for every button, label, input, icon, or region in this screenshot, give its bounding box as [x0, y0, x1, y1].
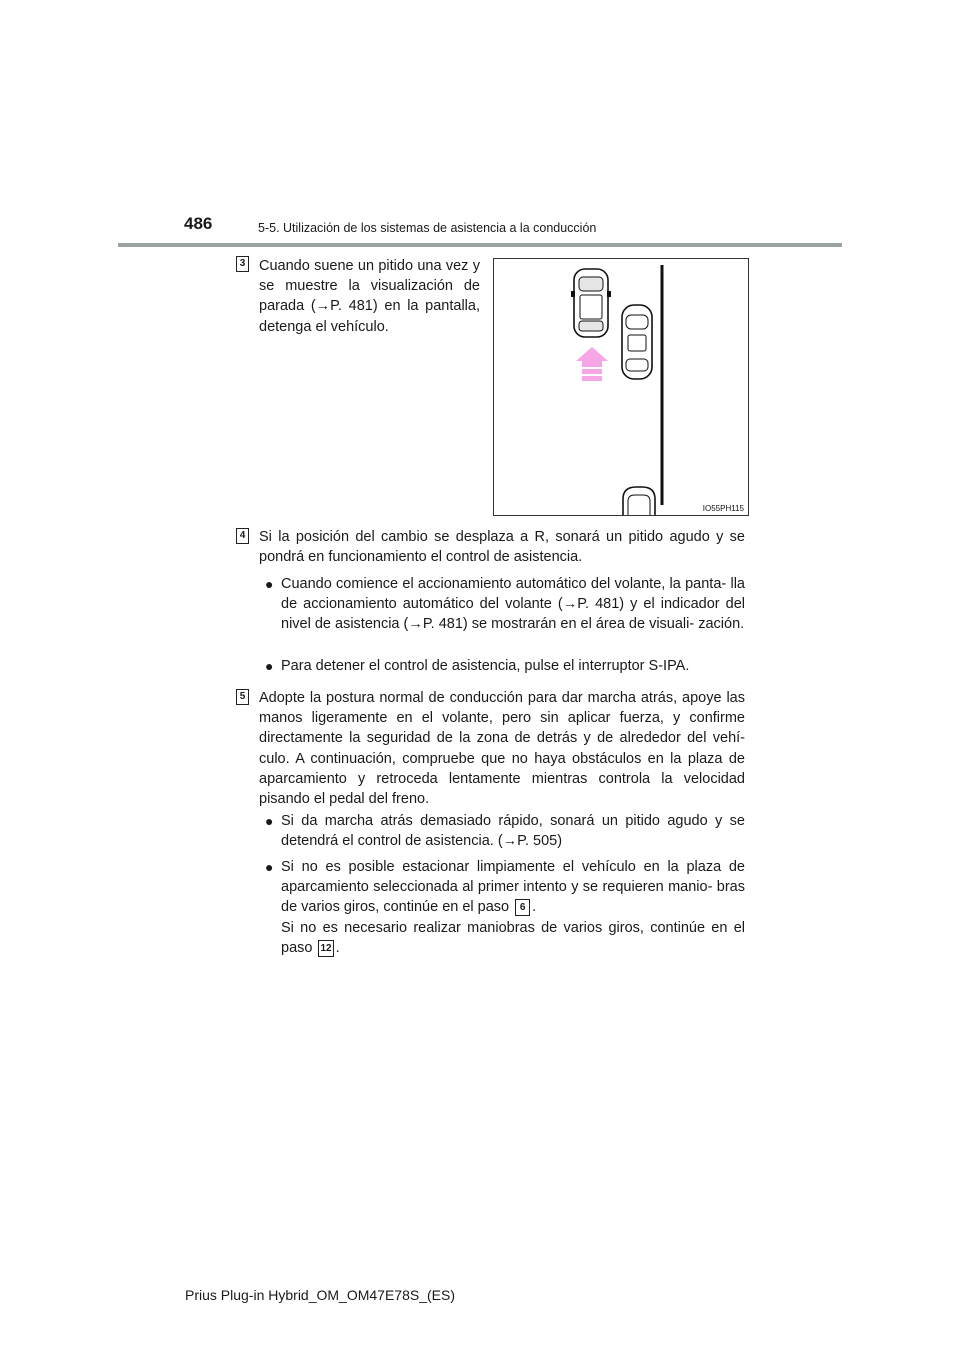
bottom-car — [623, 487, 655, 516]
step-4-bullet-2: ● Para detener el control de asistencia, pulse el interruptor S-IPA. — [265, 658, 690, 674]
parking-diagram — [494, 259, 749, 516]
step-5-marker: 5 — [236, 689, 249, 705]
header-rule — [118, 243, 842, 247]
step-4-text: Si la posición del cambio se desplaza a R, sonará un pitido agudo y se pondrá en funcionamiento el control de asistencia. — [259, 529, 745, 566]
step-3-marker: 3 — [236, 256, 249, 272]
reverse-arrow — [576, 347, 608, 381]
bullet-text-part2: Si no es necesario realizar maniobras de varios giros, continúe en el paso — [281, 919, 745, 956]
page-number: 486 — [184, 214, 213, 233]
step-4-marker: 4 — [236, 528, 249, 544]
step-ref-6: 6 — [515, 899, 530, 916]
step-5-bullet-1: ● Si da marcha atrás demasiado rápido, sonará un pitido agudo y se detendrá el control de asistencia. (→P. 505) — [265, 813, 745, 850]
parking-figure — [493, 258, 749, 516]
footer-text: Prius Plug-in Hybrid_OM_OM47E78S_(ES) — [185, 1287, 455, 1303]
own-car — [571, 269, 611, 337]
section-title: 5-5. Utilización de los sistemas de asistencia a la conducción — [258, 221, 597, 235]
step-5-text: Adopte la postura normal de conducción para dar marcha atrás, apoye las manos ligeramente en el volante, pero sin aplicar fuerza, y confirme directamente la seguridad de la zona de detrás y de alrededor del vehí- culo. A continuación, compruebe que no haya obstáculos en la plaza de aparcamiento y retroceda lentamente mientras controla la velocidad pisando el pedal del freno. — [259, 690, 745, 808]
step-ref-12: 12 — [318, 940, 333, 957]
step-3-text: Cuando suene un pitido una vez y se muestre la visualización de parada (→P. 481) en la pantalla, detenga el vehículo. — [259, 258, 480, 335]
bullet-text-part1: Si no es posible estacionar limpiamente el vehículo en la plaza de aparcamiento seleccionada al primer intento y se requieren manio- bras de varios giros, continúe en el paso — [281, 859, 745, 916]
figure-code: IO55PH115 — [702, 504, 744, 513]
parked-car — [622, 305, 652, 379]
step-5-bullet-2: ● Si no es posible estacionar limpiamente el vehículo en la plaza de aparcamiento seleccionada al primer intento y se requieren manio- bras de varios giros, continúe en el paso 6 . Si no es necesario realizar maniobras de varios giros, continúe en el paso 12 . — [265, 859, 745, 956]
step-4-bullet-1: ● Cuando comience el accionamiento automático del volante, la panta- lla de accionamiento automático del volante (→P. 481) y el indicador del nivel de asistencia (→P. 481) se mostrarán en el área de visuali- zación. — [265, 576, 745, 633]
